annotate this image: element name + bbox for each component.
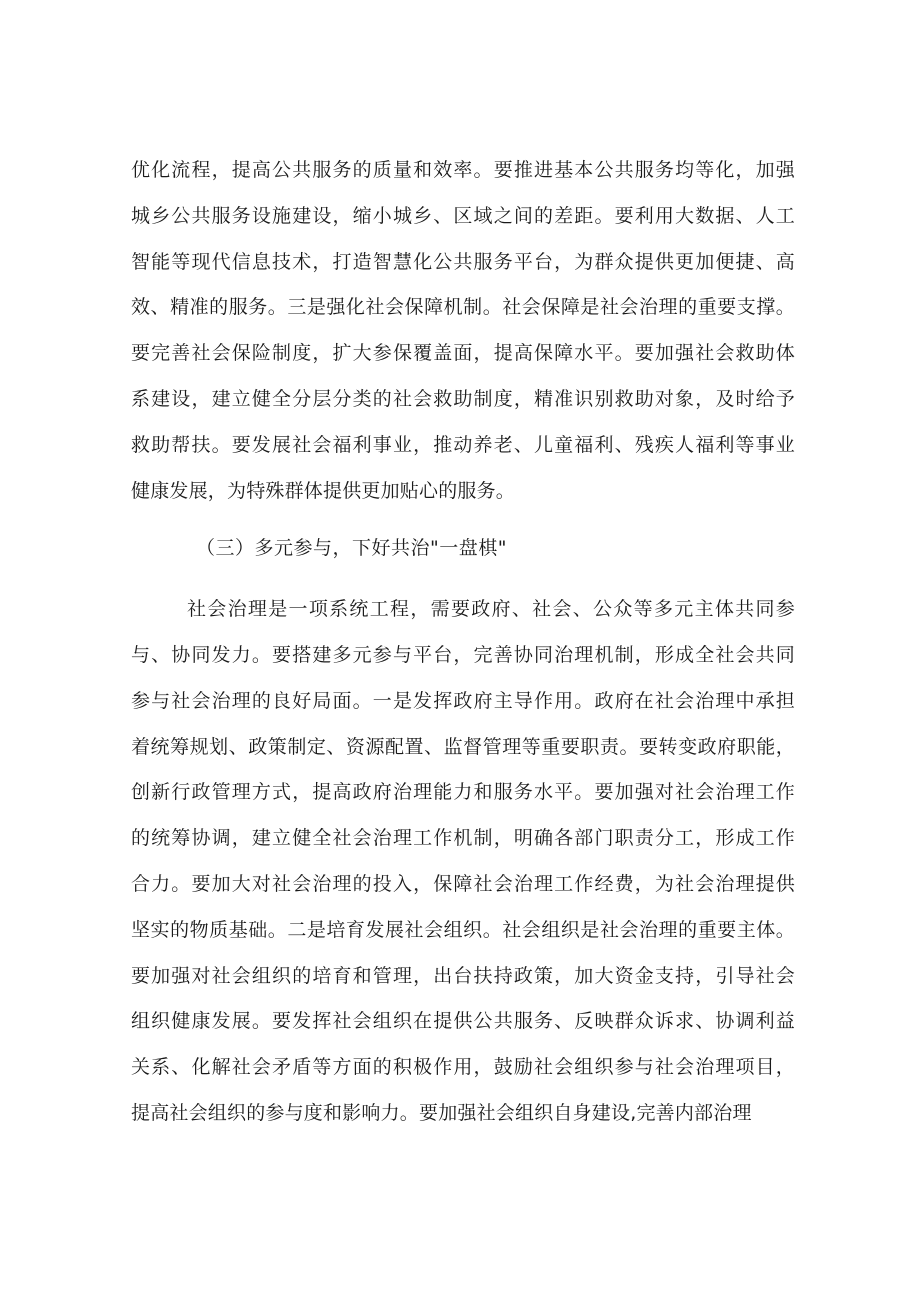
paragraph-line: 健康发展，为特殊群体提供更加贴心的服务。 [131, 480, 516, 502]
paragraph-line: 优化流程，提高公共服务的质量和效率。要推进基本公共服务均等化，加强 [131, 159, 795, 181]
paragraph-line: 创新行政管理方式，提高政府治理能力和服务水平。要加强对社会治理工作 [131, 781, 795, 803]
paragraph-line: 效、精准的服务。三是强化社会保障机制。社会保障是社会治理的重要支撑。 [131, 296, 795, 318]
paragraph-line: 的统筹协调，建立健全社会治理工作机制，明确各部门职责分工，形成工作 [131, 827, 795, 849]
paragraph-line: 参与社会治理的良好局面。一是发挥政府主导作用。政府在社会治理中承担 [131, 690, 795, 712]
paragraph-line: 社会治理是一项系统工程，需要政府、社会、公众等多元主体共同参 [187, 598, 795, 620]
paragraph-line: 与、协同发力。要搭建多元参与平台，完善协同治理机制，形成全社会共同 [131, 644, 795, 666]
paragraph-line: 智能等现代信息技术，打造智慧化公共服务平台，为群众提供更加便捷、高 [131, 251, 795, 273]
paragraph-line: 着统筹规划、政策制定、资源配置、监督管理等重要职责。要转变政府职能， [131, 736, 795, 758]
paragraph-line: 关系、化解社会矛盾等方面的积极作用，鼓励社会组织参与社会治理项目， [131, 1056, 795, 1078]
paragraph-line: 救助帮扶。要发展社会福利事业，推动养老、儿童福利、残疾人福利等事业 [131, 434, 795, 456]
paragraph-line: 要完善社会保险制度，扩大参保覆盖面，提高保障水平。要加强社会救助体 [131, 342, 795, 364]
paragraph-line: 合力。要加大对社会治理的投入，保障社会治理工作经费，为社会治理提供 [131, 873, 795, 895]
paragraph-line: 系建设，建立健全分层分类的社会救助制度，精准识别救助对象，及时给予 [131, 388, 795, 410]
paragraph-line: 城乡公共服务设施建设，缩小城乡、区域之间的差距。要利用大数据、人工 [131, 205, 795, 227]
paragraph-line: 提高社会组织的参与度和影响力。要加强社会组织自身建设,完善内部治理 [131, 1102, 752, 1124]
paragraph-line: 坚实的物质基础。二是培育发展社会组织。社会组织是社会治理的重要主体。 [131, 919, 795, 941]
paragraph-line: 组织健康发展。要发挥社会组织在提供公共服务、反映群众诉求、协调利益 [131, 1010, 795, 1032]
section-heading: （三）多元参与，下好共治"一盘棋" [196, 537, 507, 559]
paragraph-line: 要加强对社会组织的培育和管理，出台扶持政策，加大资金支持，引导社会 [131, 965, 795, 987]
